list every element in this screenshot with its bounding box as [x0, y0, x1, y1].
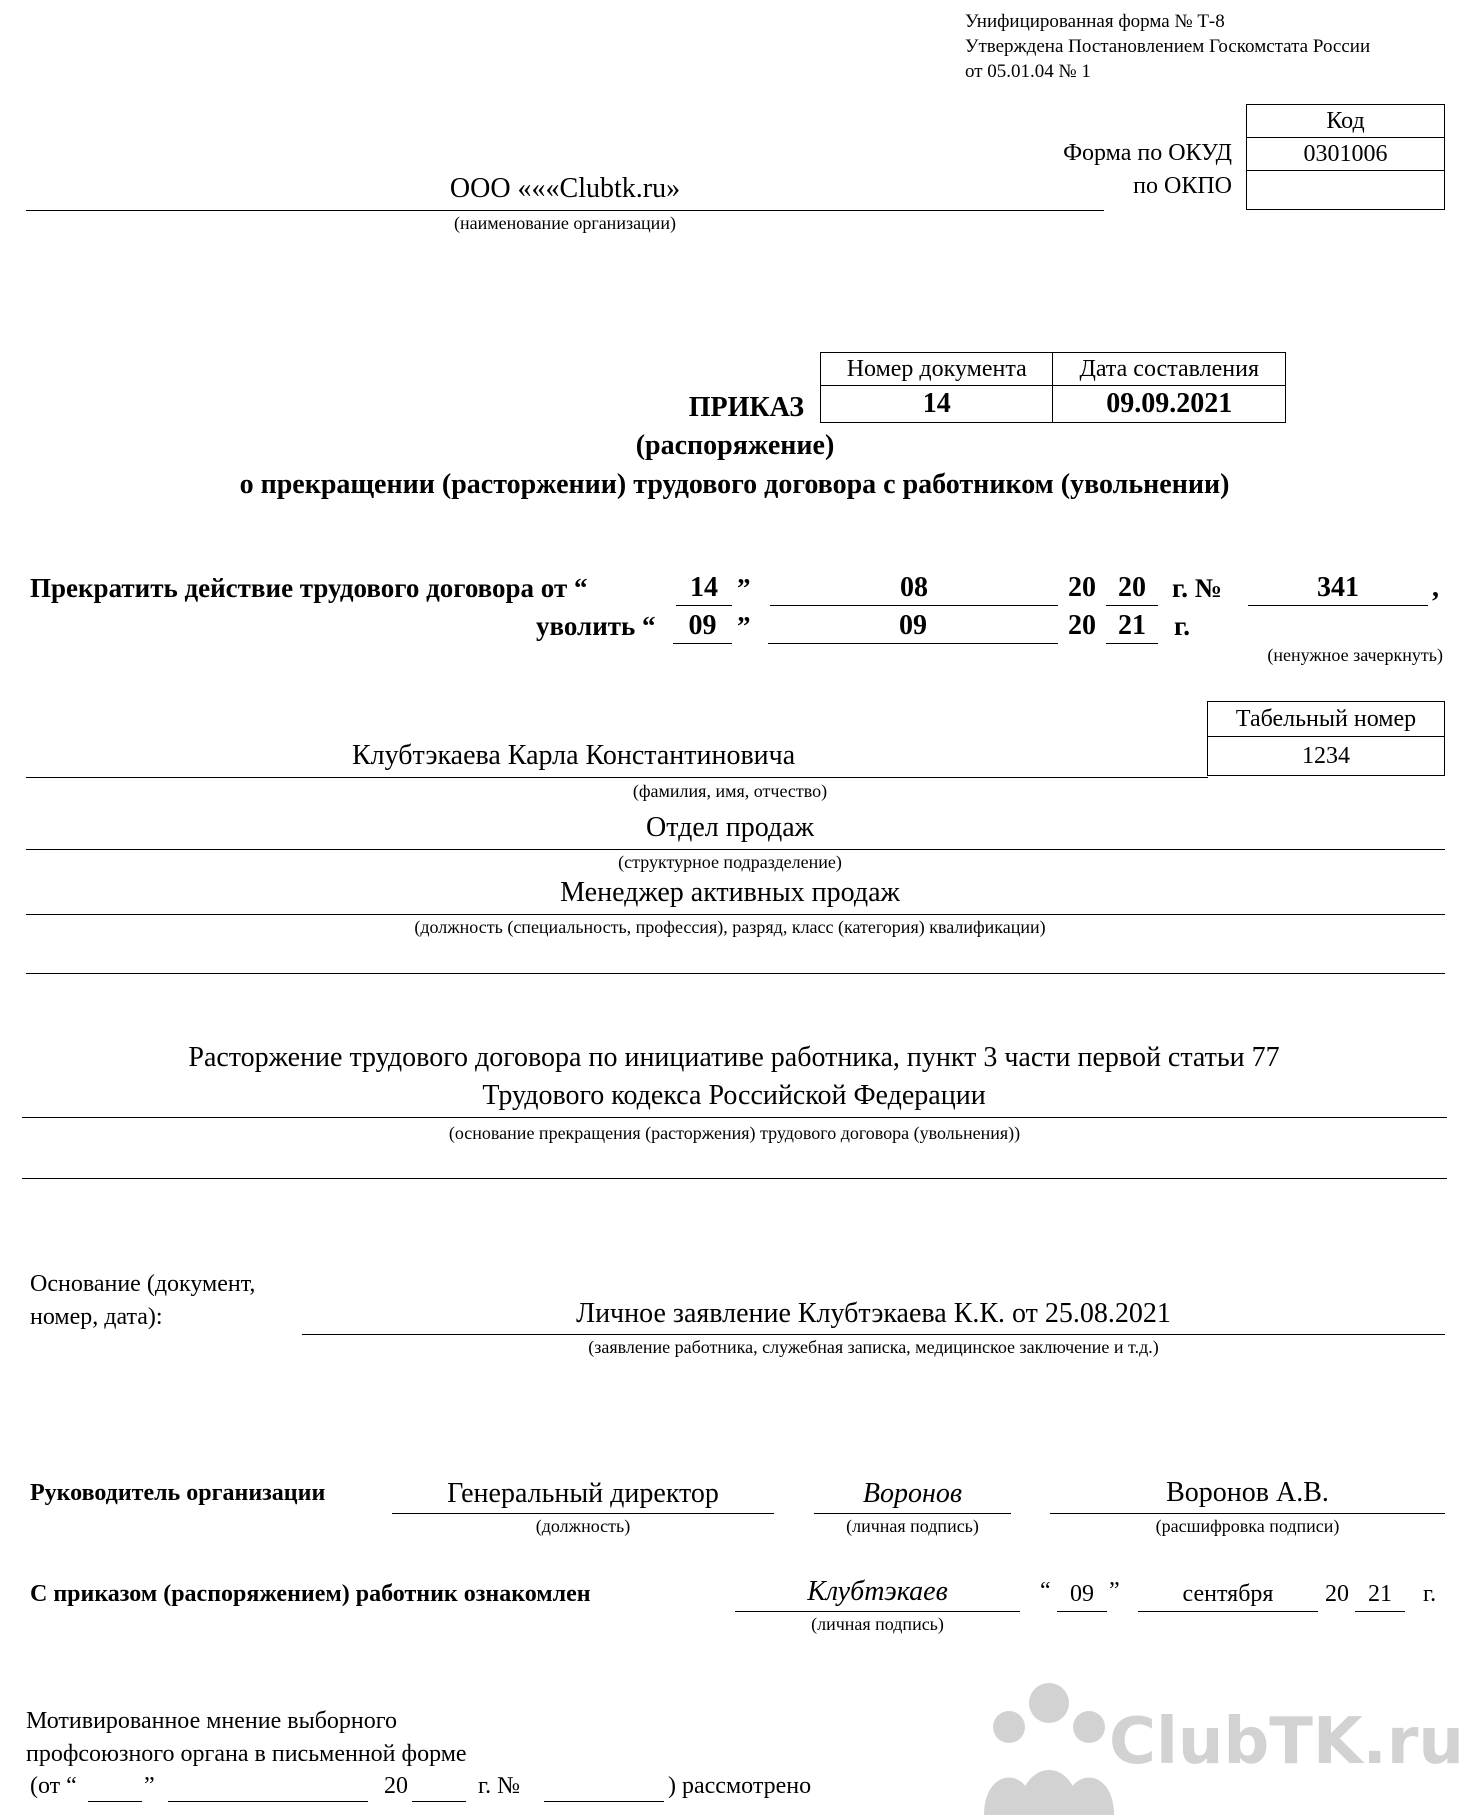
union-number-line [544, 1801, 664, 1802]
head-decoding-caption: (расшифровка подписи) [1155, 1516, 1340, 1536]
to-year-line [1106, 643, 1158, 644]
to-day: 09 [688, 610, 717, 641]
head-signature-caption: (личная подпись) [846, 1516, 979, 1536]
reason-line [22, 1117, 1447, 1118]
to-month: 09 [899, 610, 927, 641]
okpo-value [1247, 171, 1445, 210]
from-year: 20 [1118, 572, 1146, 603]
ack-day: 09 [1070, 1581, 1094, 1607]
okud-value: 0301006 [1247, 138, 1445, 171]
employee-signature-line [735, 1611, 1020, 1612]
union-line2: профсоюзного органа в письменной форме [26, 1741, 467, 1767]
contract-number-line [1248, 605, 1428, 606]
organization-name: ООО «««Clubtk.ru» [449, 173, 681, 204]
head-position-caption: (должность) [535, 1516, 631, 1536]
to-day-line [673, 643, 732, 644]
reason-line2: Трудового кодекса Российской Федерации [482, 1080, 986, 1111]
from-month-line [770, 605, 1058, 606]
position-caption: (должность (специальность, профессия), разряд, класс (категория) квалификации) [414, 917, 1046, 937]
union-line1: Мотивированное мнение выборного [26, 1708, 398, 1734]
position-line [26, 914, 1445, 915]
dismiss-label: уволить “ [536, 611, 656, 641]
from-month: 08 [900, 572, 928, 603]
department: Отдел продаж [646, 812, 814, 843]
employee-name-line [26, 777, 1208, 778]
head-label: Руководитель организации [30, 1480, 326, 1506]
document-title: ПРИКАЗ [688, 392, 804, 423]
basis-line [302, 1334, 1445, 1335]
to-year: 21 [1118, 610, 1146, 641]
to-year-prefix: 20 [1068, 610, 1096, 641]
from-day-line [676, 605, 732, 606]
position: Менеджер активных продаж [560, 877, 900, 908]
ack-close-quote: ” [1109, 1578, 1120, 1604]
union-close-quote: ” [144, 1773, 155, 1799]
ack-year-line [1355, 1611, 1405, 1612]
document-date: 09.09.2021 [1053, 386, 1286, 423]
employee-signature-caption: (личная подпись) [811, 1614, 944, 1634]
okpo-label: по ОКПО [1133, 173, 1232, 199]
terminate-label: Прекратить действие трудового договора от “ [30, 573, 588, 603]
to-day-close-quote: ” [737, 611, 751, 641]
document-number: 14 [821, 386, 1053, 423]
ack-month: сентября [1182, 1581, 1274, 1607]
from-year-line [1106, 605, 1158, 606]
watermark-text: ClubTK.ru [1109, 1705, 1464, 1779]
ack-open-quote: “ [1040, 1578, 1051, 1604]
reason-caption: (основание прекращения (расторжения) трудового договора (увольнения)) [448, 1123, 1021, 1143]
contract-number-label: г. № [1172, 573, 1222, 603]
ack-year-prefix: 20 [1325, 1581, 1349, 1607]
head-decoding-line [1050, 1513, 1445, 1514]
form-header-line3: от 05.01.04 № 1 [965, 61, 1091, 82]
head-signature: Воронов [862, 1478, 963, 1509]
head-position: Генеральный директор [447, 1478, 719, 1509]
head-position-line [392, 1513, 774, 1514]
department-caption: (структурное подразделение) [618, 852, 842, 872]
form-header-line1: Унифицированная форма № Т-8 [965, 11, 1225, 32]
document-heading: о прекращении (расторжении) трудового договора с работником (увольнении) [239, 469, 1230, 500]
reason-extra-line [22, 1178, 1447, 1179]
to-month-line [768, 643, 1058, 644]
from-day: 14 [690, 572, 718, 603]
contract-number: 341 [1317, 572, 1359, 603]
tab-number: 1234 [1208, 737, 1445, 776]
basis-caption: (заявление работника, служебная записка, медицинское заключение и т.д.) [588, 1337, 1159, 1357]
tab-number-header: Табельный номер [1208, 702, 1445, 737]
ack-label: С приказом (распоряжением) работник ознакомлен [30, 1581, 591, 1607]
union-number-label: г. № [478, 1773, 521, 1799]
document-subtitle: (распоряжение) [635, 430, 835, 461]
contract-comma: , [1432, 572, 1439, 603]
okud-label: Форма по ОКУД [1063, 140, 1232, 166]
head-decoding: Воронов А.В. [1166, 1477, 1329, 1508]
employee-name: Клубтэкаева Карла Константиновича [352, 740, 796, 771]
to-year-suffix: г. [1174, 611, 1190, 641]
document-box [820, 352, 1286, 423]
union-year-line [412, 1801, 466, 1802]
ack-year-suffix: г. [1423, 1581, 1437, 1607]
ack-year: 21 [1368, 1581, 1392, 1607]
union-from-label: (от “ [30, 1773, 77, 1799]
reason-line1: Расторжение трудового договора по инициативе работника, пункт 3 части первой статьи 77 [188, 1042, 1280, 1073]
head-signature-line [814, 1513, 1011, 1514]
document-date-header: Дата составления [1053, 353, 1286, 386]
from-year-prefix: 20 [1068, 572, 1096, 603]
watermark [979, 1665, 1464, 1815]
employee-name-caption: (фамилия, имя, отчество) [632, 781, 828, 801]
code-header: Код [1247, 105, 1445, 138]
department-line [26, 849, 1445, 850]
basis-label-line2: номер, дата): [30, 1304, 163, 1330]
organization-line [26, 210, 1104, 211]
document-number-header: Номер документа [821, 353, 1053, 386]
union-month-line [168, 1801, 368, 1802]
basis-value: Личное заявление Клубтэкаева К.К. от 25.08.2021 [576, 1298, 1171, 1329]
basis-label-line1: Основание (документ, [30, 1271, 256, 1297]
ack-day-line [1057, 1611, 1107, 1612]
employee-signature: Клубтэкаев [807, 1576, 948, 1607]
from-day-close-quote: ” [737, 573, 751, 603]
code-box [1246, 104, 1445, 210]
form-header-line2: Утверждена Постановлением Госкомстата России [965, 36, 1371, 57]
strike-note: (ненужное зачеркнуть) [1267, 645, 1443, 665]
organization-caption: (наименование организации) [454, 213, 676, 233]
position-extra-line [26, 973, 1445, 974]
union-year-prefix: 20 [384, 1773, 408, 1799]
union-reviewed: ) рассмотрено [668, 1773, 812, 1799]
union-day-line [88, 1801, 142, 1802]
ack-month-line [1138, 1611, 1318, 1612]
